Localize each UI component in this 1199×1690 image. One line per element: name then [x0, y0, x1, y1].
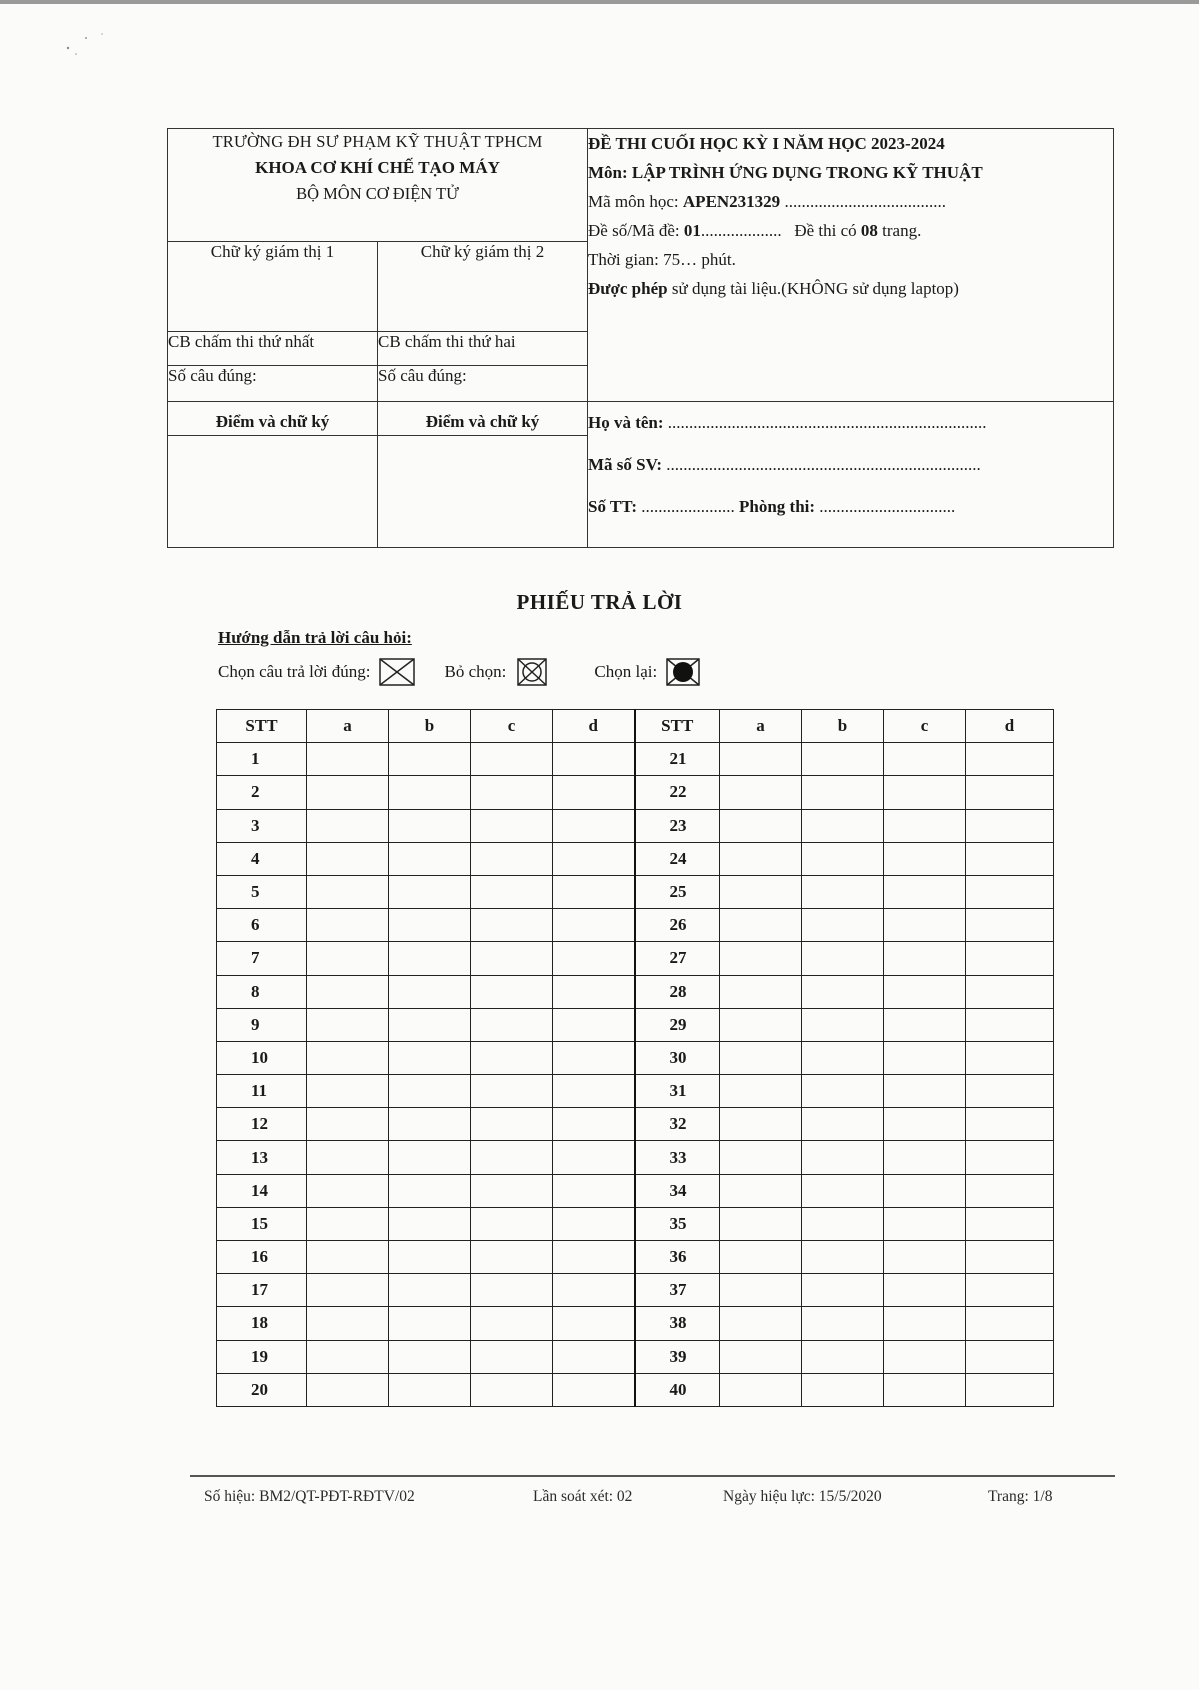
answer-cell-b[interactable]	[389, 743, 471, 776]
answer-cell-c[interactable]	[471, 776, 553, 809]
answer-grid	[216, 709, 1054, 1407]
school-name: TRƯỜNG ĐH SƯ PHẠM KỸ THUẬT TPHCM	[212, 132, 543, 151]
answer-cell-c[interactable]	[884, 842, 966, 875]
col-b-right: b	[802, 710, 884, 743]
answer-row	[217, 875, 1054, 908]
question-number: 6	[217, 909, 307, 942]
student-id-line: Mã số SV: ..........................................................................	[588, 455, 981, 474]
answer-cell-c[interactable]	[471, 743, 553, 776]
question-number: 26	[635, 909, 720, 942]
answer-cell-c[interactable]	[884, 1241, 966, 1274]
answer-cell-c[interactable]	[471, 1041, 553, 1074]
answer-cell-c[interactable]	[471, 1340, 553, 1373]
question-number: 37	[635, 1274, 720, 1307]
answer-cell-a[interactable]	[307, 1108, 389, 1141]
answer-cell-c[interactable]	[471, 842, 553, 875]
filled-circle-box-icon	[665, 658, 701, 686]
answer-cell-d[interactable]	[553, 1241, 635, 1274]
answer-cell-c[interactable]	[884, 875, 966, 908]
course-code: APEN231329	[682, 192, 781, 211]
answer-cell-c[interactable]	[884, 1340, 966, 1373]
question-number: 1	[217, 743, 307, 776]
answer-row	[217, 1008, 1054, 1041]
answer-cell-a[interactable]	[720, 909, 802, 942]
proctor1-signature-box: Chữ ký giám thị 1	[168, 242, 378, 332]
revision: Lần soát xét: 02	[533, 1488, 633, 1505]
answer-cell-d[interactable]	[553, 1174, 635, 1207]
col-c-left: c	[471, 710, 553, 743]
answer-row	[217, 842, 1054, 875]
answer-cell-b[interactable]	[389, 776, 471, 809]
answer-cell-c[interactable]	[884, 1274, 966, 1307]
question-number: 40	[635, 1373, 720, 1406]
answer-cell-b[interactable]	[389, 875, 471, 908]
answer-cell-c[interactable]	[471, 909, 553, 942]
answer-cell-a[interactable]	[307, 1174, 389, 1207]
answer-cell-b[interactable]	[389, 1307, 471, 1340]
answer-cell-a[interactable]	[307, 1340, 389, 1373]
exam-info	[588, 129, 1114, 402]
answer-cell-b[interactable]	[802, 909, 884, 942]
course-code-line: Mã môn học: APEN231329 ......................................	[588, 192, 946, 211]
answer-cell-a[interactable]	[307, 1141, 389, 1174]
answer-cell-c[interactable]	[471, 1108, 553, 1141]
answer-cell-a[interactable]	[720, 1108, 802, 1141]
exam-number: 01	[683, 221, 701, 240]
school-info	[168, 129, 588, 242]
answer-cell-a[interactable]	[307, 1241, 389, 1274]
answer-cell-d[interactable]	[553, 975, 635, 1008]
answer-cell-d[interactable]	[553, 842, 635, 875]
answer-cell-c[interactable]	[471, 1141, 553, 1174]
answer-cell-d[interactable]	[966, 1307, 1054, 1340]
answer-cell-a[interactable]	[720, 1174, 802, 1207]
unselect-label: Bỏ chọn:	[444, 662, 507, 681]
circled-cross-box-icon	[514, 658, 550, 686]
answer-cell-d[interactable]	[553, 1373, 635, 1406]
question-number: 7	[217, 942, 307, 975]
answer-cell-b[interactable]	[389, 1373, 471, 1406]
answer-cell-b[interactable]	[802, 809, 884, 842]
question-number: 14	[217, 1174, 307, 1207]
guide-heading: Hướng dẫn trả lời câu hỏi:	[218, 628, 412, 647]
answer-cell-c[interactable]	[471, 1075, 553, 1108]
answer-row	[217, 1373, 1054, 1406]
answer-cell-b[interactable]	[802, 1075, 884, 1108]
reselect-label: Chọn lại:	[594, 662, 658, 681]
scan-top-edge	[0, 0, 1199, 4]
question-number: 34	[635, 1174, 720, 1207]
answer-cell-d[interactable]	[553, 1340, 635, 1373]
answer-row	[217, 1041, 1054, 1074]
answer-cell-a[interactable]	[720, 1340, 802, 1373]
question-number: 38	[635, 1307, 720, 1340]
answer-cell-b[interactable]	[389, 909, 471, 942]
answer-sheet-title: PHIẾU TRẢ LỜI	[516, 590, 683, 614]
answer-row	[217, 1307, 1054, 1340]
answer-cell-c[interactable]	[884, 1307, 966, 1340]
answer-cell-a[interactable]	[307, 1207, 389, 1240]
question-number: 3	[217, 809, 307, 842]
question-number: 2	[217, 776, 307, 809]
answer-cell-b[interactable]	[389, 975, 471, 1008]
answer-cell-d[interactable]	[553, 909, 635, 942]
question-number: 39	[635, 1340, 720, 1373]
answer-row	[217, 743, 1054, 776]
answer-cell-b[interactable]	[802, 842, 884, 875]
answer-cell-c[interactable]	[884, 1373, 966, 1406]
question-number: 18	[217, 1307, 307, 1340]
answer-cell-a[interactable]	[307, 743, 389, 776]
answer-cell-a[interactable]	[307, 1307, 389, 1340]
answer-row	[217, 1174, 1054, 1207]
answer-cell-a[interactable]	[307, 1373, 389, 1406]
grader2-label: CB chấm thi thứ hai	[378, 332, 588, 366]
answer-cell-a[interactable]	[307, 1075, 389, 1108]
answer-cell-a[interactable]	[720, 942, 802, 975]
answer-cell-d[interactable]	[553, 809, 635, 842]
answer-cell-c[interactable]	[884, 1174, 966, 1207]
doc-code: Số hiệu: BM2/QT-PĐT-RĐTV/02	[204, 1488, 415, 1505]
answer-cell-c[interactable]	[471, 875, 553, 908]
question-number: 22	[635, 776, 720, 809]
answer-cell-b[interactable]	[389, 1108, 471, 1141]
answer-cell-a[interactable]	[720, 875, 802, 908]
choose-label: Chọn câu trả lời đúng:	[218, 662, 371, 681]
answer-cell-a[interactable]	[720, 1307, 802, 1340]
answer-row	[217, 975, 1054, 1008]
answer-cell-b[interactable]	[389, 1008, 471, 1041]
exam-header-table	[167, 128, 1114, 548]
answer-cell-b[interactable]	[802, 1340, 884, 1373]
answer-row	[217, 1274, 1054, 1307]
answer-row	[217, 909, 1054, 942]
answer-cell-b[interactable]	[802, 1041, 884, 1074]
answer-cell-b[interactable]	[802, 875, 884, 908]
answer-cell-d[interactable]	[966, 875, 1054, 908]
answer-row	[217, 1207, 1054, 1240]
answer-cell-d[interactable]	[966, 809, 1054, 842]
answer-cell-b[interactable]	[802, 776, 884, 809]
answer-row	[217, 1141, 1054, 1174]
question-number: 15	[217, 1207, 307, 1240]
answer-cell-d[interactable]	[966, 1274, 1054, 1307]
answer-cell-d[interactable]	[553, 875, 635, 908]
answer-cell-b[interactable]	[389, 809, 471, 842]
footer-rule	[190, 1475, 1115, 1477]
question-number: 17	[217, 1274, 307, 1307]
answer-cell-d[interactable]	[966, 942, 1054, 975]
answer-cell-b[interactable]	[389, 1241, 471, 1274]
answer-grid-header	[217, 710, 1054, 743]
answer-cell-d[interactable]	[553, 1041, 635, 1074]
answer-cell-a[interactable]	[307, 1274, 389, 1307]
answer-cell-d[interactable]	[966, 776, 1054, 809]
question-number: 5	[217, 875, 307, 908]
answer-cell-c[interactable]	[471, 809, 553, 842]
scan-specks	[62, 28, 122, 58]
answer-cell-c[interactable]	[471, 942, 553, 975]
answer-cell-c[interactable]	[884, 1141, 966, 1174]
student-name-line: Họ và tên: ...........................................................................	[588, 413, 987, 432]
answer-cell-a[interactable]	[307, 875, 389, 908]
answer-cell-b[interactable]	[389, 1274, 471, 1307]
answer-cell-d[interactable]	[553, 1075, 635, 1108]
answer-cell-d[interactable]	[966, 1241, 1054, 1274]
answer-cell-a[interactable]	[307, 942, 389, 975]
question-number: 12	[217, 1108, 307, 1141]
question-number: 4	[217, 842, 307, 875]
question-number: 20	[217, 1373, 307, 1406]
answer-cell-d[interactable]	[966, 1207, 1054, 1240]
score-signature-box2: Điểm và chữ ký	[378, 402, 588, 548]
answer-row	[217, 1241, 1054, 1274]
answer-cell-a[interactable]	[307, 1041, 389, 1074]
answer-cell-d[interactable]	[553, 942, 635, 975]
score-signature-box1: Điểm và chữ ký	[168, 402, 378, 548]
col-stt-right: STT	[635, 710, 720, 743]
answer-cell-a[interactable]	[720, 743, 802, 776]
answer-cell-d[interactable]	[553, 1008, 635, 1041]
proctor2-signature-box: Chữ ký giám thị 2	[378, 242, 588, 332]
col-stt-left: STT	[217, 710, 307, 743]
grader1-label: CB chấm thi thứ nhất	[168, 332, 378, 366]
answer-cell-b[interactable]	[802, 1373, 884, 1406]
question-number: 23	[635, 809, 720, 842]
answer-cell-d[interactable]	[966, 1108, 1054, 1141]
answer-cell-a[interactable]	[307, 842, 389, 875]
answer-cell-b[interactable]	[389, 1340, 471, 1373]
answer-cell-a[interactable]	[720, 1274, 802, 1307]
answer-cell-c[interactable]	[884, 1075, 966, 1108]
answer-cell-c[interactable]	[471, 1008, 553, 1041]
answer-cell-a[interactable]	[720, 1008, 802, 1041]
subject-name: LẬP TRÌNH ỨNG DỤNG TRONG KỸ THUẬT	[631, 163, 983, 182]
answer-cell-a[interactable]	[720, 1241, 802, 1274]
answer-cell-d[interactable]	[553, 1274, 635, 1307]
student-info	[588, 402, 1114, 548]
question-number: 24	[635, 842, 720, 875]
answer-cell-a[interactable]	[720, 842, 802, 875]
answer-cell-a[interactable]	[307, 809, 389, 842]
answer-cell-c[interactable]	[884, 942, 966, 975]
answer-cell-d[interactable]	[553, 1141, 635, 1174]
answer-cell-d[interactable]	[553, 776, 635, 809]
answer-cell-c[interactable]	[884, 809, 966, 842]
answer-cell-a[interactable]	[307, 776, 389, 809]
seat-room-line: Số TT: ...................... Phòng thi: ................................	[588, 497, 956, 516]
answer-cell-d[interactable]	[966, 975, 1054, 1008]
question-number: 8	[217, 975, 307, 1008]
col-d-left: d	[553, 710, 635, 743]
answer-cell-b[interactable]	[389, 1207, 471, 1240]
answer-cell-a[interactable]	[720, 1207, 802, 1240]
answer-cell-c[interactable]	[471, 1174, 553, 1207]
answer-cell-d[interactable]	[553, 1307, 635, 1340]
question-number: 35	[635, 1207, 720, 1240]
answer-row	[217, 776, 1054, 809]
answer-cell-b[interactable]	[389, 1141, 471, 1174]
question-number: 31	[635, 1075, 720, 1108]
answer-cell-c[interactable]	[471, 1207, 553, 1240]
answer-cell-b[interactable]	[802, 743, 884, 776]
answer-cell-c[interactable]	[884, 1108, 966, 1141]
answer-cell-d[interactable]	[966, 1340, 1054, 1373]
answer-cell-c[interactable]	[884, 1008, 966, 1041]
answer-cell-a[interactable]	[307, 909, 389, 942]
answer-cell-d[interactable]	[553, 1207, 635, 1240]
question-number: 11	[217, 1075, 307, 1108]
answer-cell-c[interactable]	[884, 1041, 966, 1074]
question-number: 29	[635, 1008, 720, 1041]
correct-count1: Số câu đúng:	[168, 366, 378, 402]
answer-row	[217, 1108, 1054, 1141]
col-b-left: b	[389, 710, 471, 743]
guide-legend	[218, 658, 731, 686]
question-number: 27	[635, 942, 720, 975]
effective-date: Ngày hiệu lực: 15/5/2020	[723, 1488, 882, 1505]
answer-cell-c[interactable]	[471, 1274, 553, 1307]
question-number: 36	[635, 1241, 720, 1274]
answer-cell-a[interactable]	[307, 1008, 389, 1041]
question-number: 19	[217, 1340, 307, 1373]
time-line: Thời gian: 75… phút.	[588, 250, 736, 269]
answer-cell-b[interactable]	[802, 1141, 884, 1174]
exam-number-line: Đề số/Mã đề: 01................... Đề thi có 08 trang.	[588, 221, 922, 240]
faculty-name: KHOA CƠ KHÍ CHẾ TẠO MÁY	[255, 158, 500, 177]
answer-cell-b[interactable]	[802, 942, 884, 975]
answer-row	[217, 809, 1054, 842]
answer-cell-a[interactable]	[720, 1041, 802, 1074]
answer-cell-b[interactable]	[802, 1307, 884, 1340]
question-number: 16	[217, 1241, 307, 1274]
question-number: 28	[635, 975, 720, 1008]
cross-box-icon	[379, 658, 415, 686]
answer-row	[217, 1340, 1054, 1373]
answer-cell-b[interactable]	[389, 1041, 471, 1074]
answer-cell-b[interactable]	[802, 1241, 884, 1274]
answer-cell-b[interactable]	[802, 975, 884, 1008]
question-number: 13	[217, 1141, 307, 1174]
answer-cell-d[interactable]	[553, 743, 635, 776]
col-a-right: a	[720, 710, 802, 743]
materials-line: Được phép sử dụng tài liệu.(KHÔNG sử dụng laptop)	[588, 279, 959, 298]
answer-cell-d[interactable]	[966, 1075, 1054, 1108]
answer-cell-d[interactable]	[966, 909, 1054, 942]
answer-cell-c[interactable]	[884, 743, 966, 776]
answer-cell-a[interactable]	[720, 776, 802, 809]
answer-cell-d[interactable]	[966, 1373, 1054, 1406]
answer-cell-b[interactable]	[389, 1075, 471, 1108]
answer-row	[217, 942, 1054, 975]
col-d-right: d	[966, 710, 1054, 743]
answer-cell-c[interactable]	[471, 975, 553, 1008]
answer-cell-b[interactable]	[802, 1174, 884, 1207]
col-a-left: a	[307, 710, 389, 743]
answer-cell-c[interactable]	[884, 975, 966, 1008]
answer-cell-a[interactable]	[720, 1373, 802, 1406]
question-number: 25	[635, 875, 720, 908]
answer-cell-b[interactable]	[802, 1008, 884, 1041]
answer-cell-b[interactable]	[389, 842, 471, 875]
answer-cell-b[interactable]	[802, 1274, 884, 1307]
question-number: 30	[635, 1041, 720, 1074]
answer-cell-c[interactable]	[471, 1241, 553, 1274]
question-number: 32	[635, 1108, 720, 1141]
answer-cell-c[interactable]	[884, 776, 966, 809]
page-count: 08	[860, 221, 878, 240]
department-name: BỘ MÔN CƠ ĐIỆN TỬ	[296, 184, 459, 203]
question-number: 33	[635, 1141, 720, 1174]
answer-cell-a[interactable]	[720, 809, 802, 842]
page-number: Trang: 1/8	[988, 1488, 1053, 1505]
answer-cell-d[interactable]	[966, 1008, 1054, 1041]
answer-cell-b[interactable]	[389, 1174, 471, 1207]
answer-cell-c[interactable]	[884, 1207, 966, 1240]
question-number: 21	[635, 743, 720, 776]
answer-cell-a[interactable]	[720, 1075, 802, 1108]
question-number: 9	[217, 1008, 307, 1041]
answer-cell-c[interactable]	[471, 1307, 553, 1340]
answer-cell-d[interactable]	[966, 1041, 1054, 1074]
answer-row	[217, 1075, 1054, 1108]
subject-line: Môn: LẬP TRÌNH ỨNG DỤNG TRONG KỸ THUẬT	[588, 163, 983, 182]
answer-cell-d[interactable]	[966, 743, 1054, 776]
question-number: 10	[217, 1041, 307, 1074]
answer-cell-b[interactable]	[389, 942, 471, 975]
answer-cell-c[interactable]	[884, 909, 966, 942]
answer-cell-d[interactable]	[966, 1141, 1054, 1174]
time-value: 75…	[663, 250, 698, 269]
answer-cell-b[interactable]	[802, 1108, 884, 1141]
answer-cell-b[interactable]	[802, 1207, 884, 1240]
answer-cell-d[interactable]	[966, 1174, 1054, 1207]
answer-grid-body	[217, 743, 1054, 1407]
answer-cell-d[interactable]	[966, 842, 1054, 875]
answer-cell-a[interactable]	[720, 1141, 802, 1174]
answer-cell-a[interactable]	[307, 975, 389, 1008]
answer-cell-d[interactable]	[553, 1108, 635, 1141]
answer-cell-c[interactable]	[471, 1373, 553, 1406]
exam-title: ĐỀ THI CUỐI HỌC KỲ I NĂM HỌC 2023-2024	[588, 134, 945, 153]
col-c-right: c	[884, 710, 966, 743]
correct-count2: Số câu đúng:	[378, 366, 588, 402]
answer-cell-a[interactable]	[720, 975, 802, 1008]
